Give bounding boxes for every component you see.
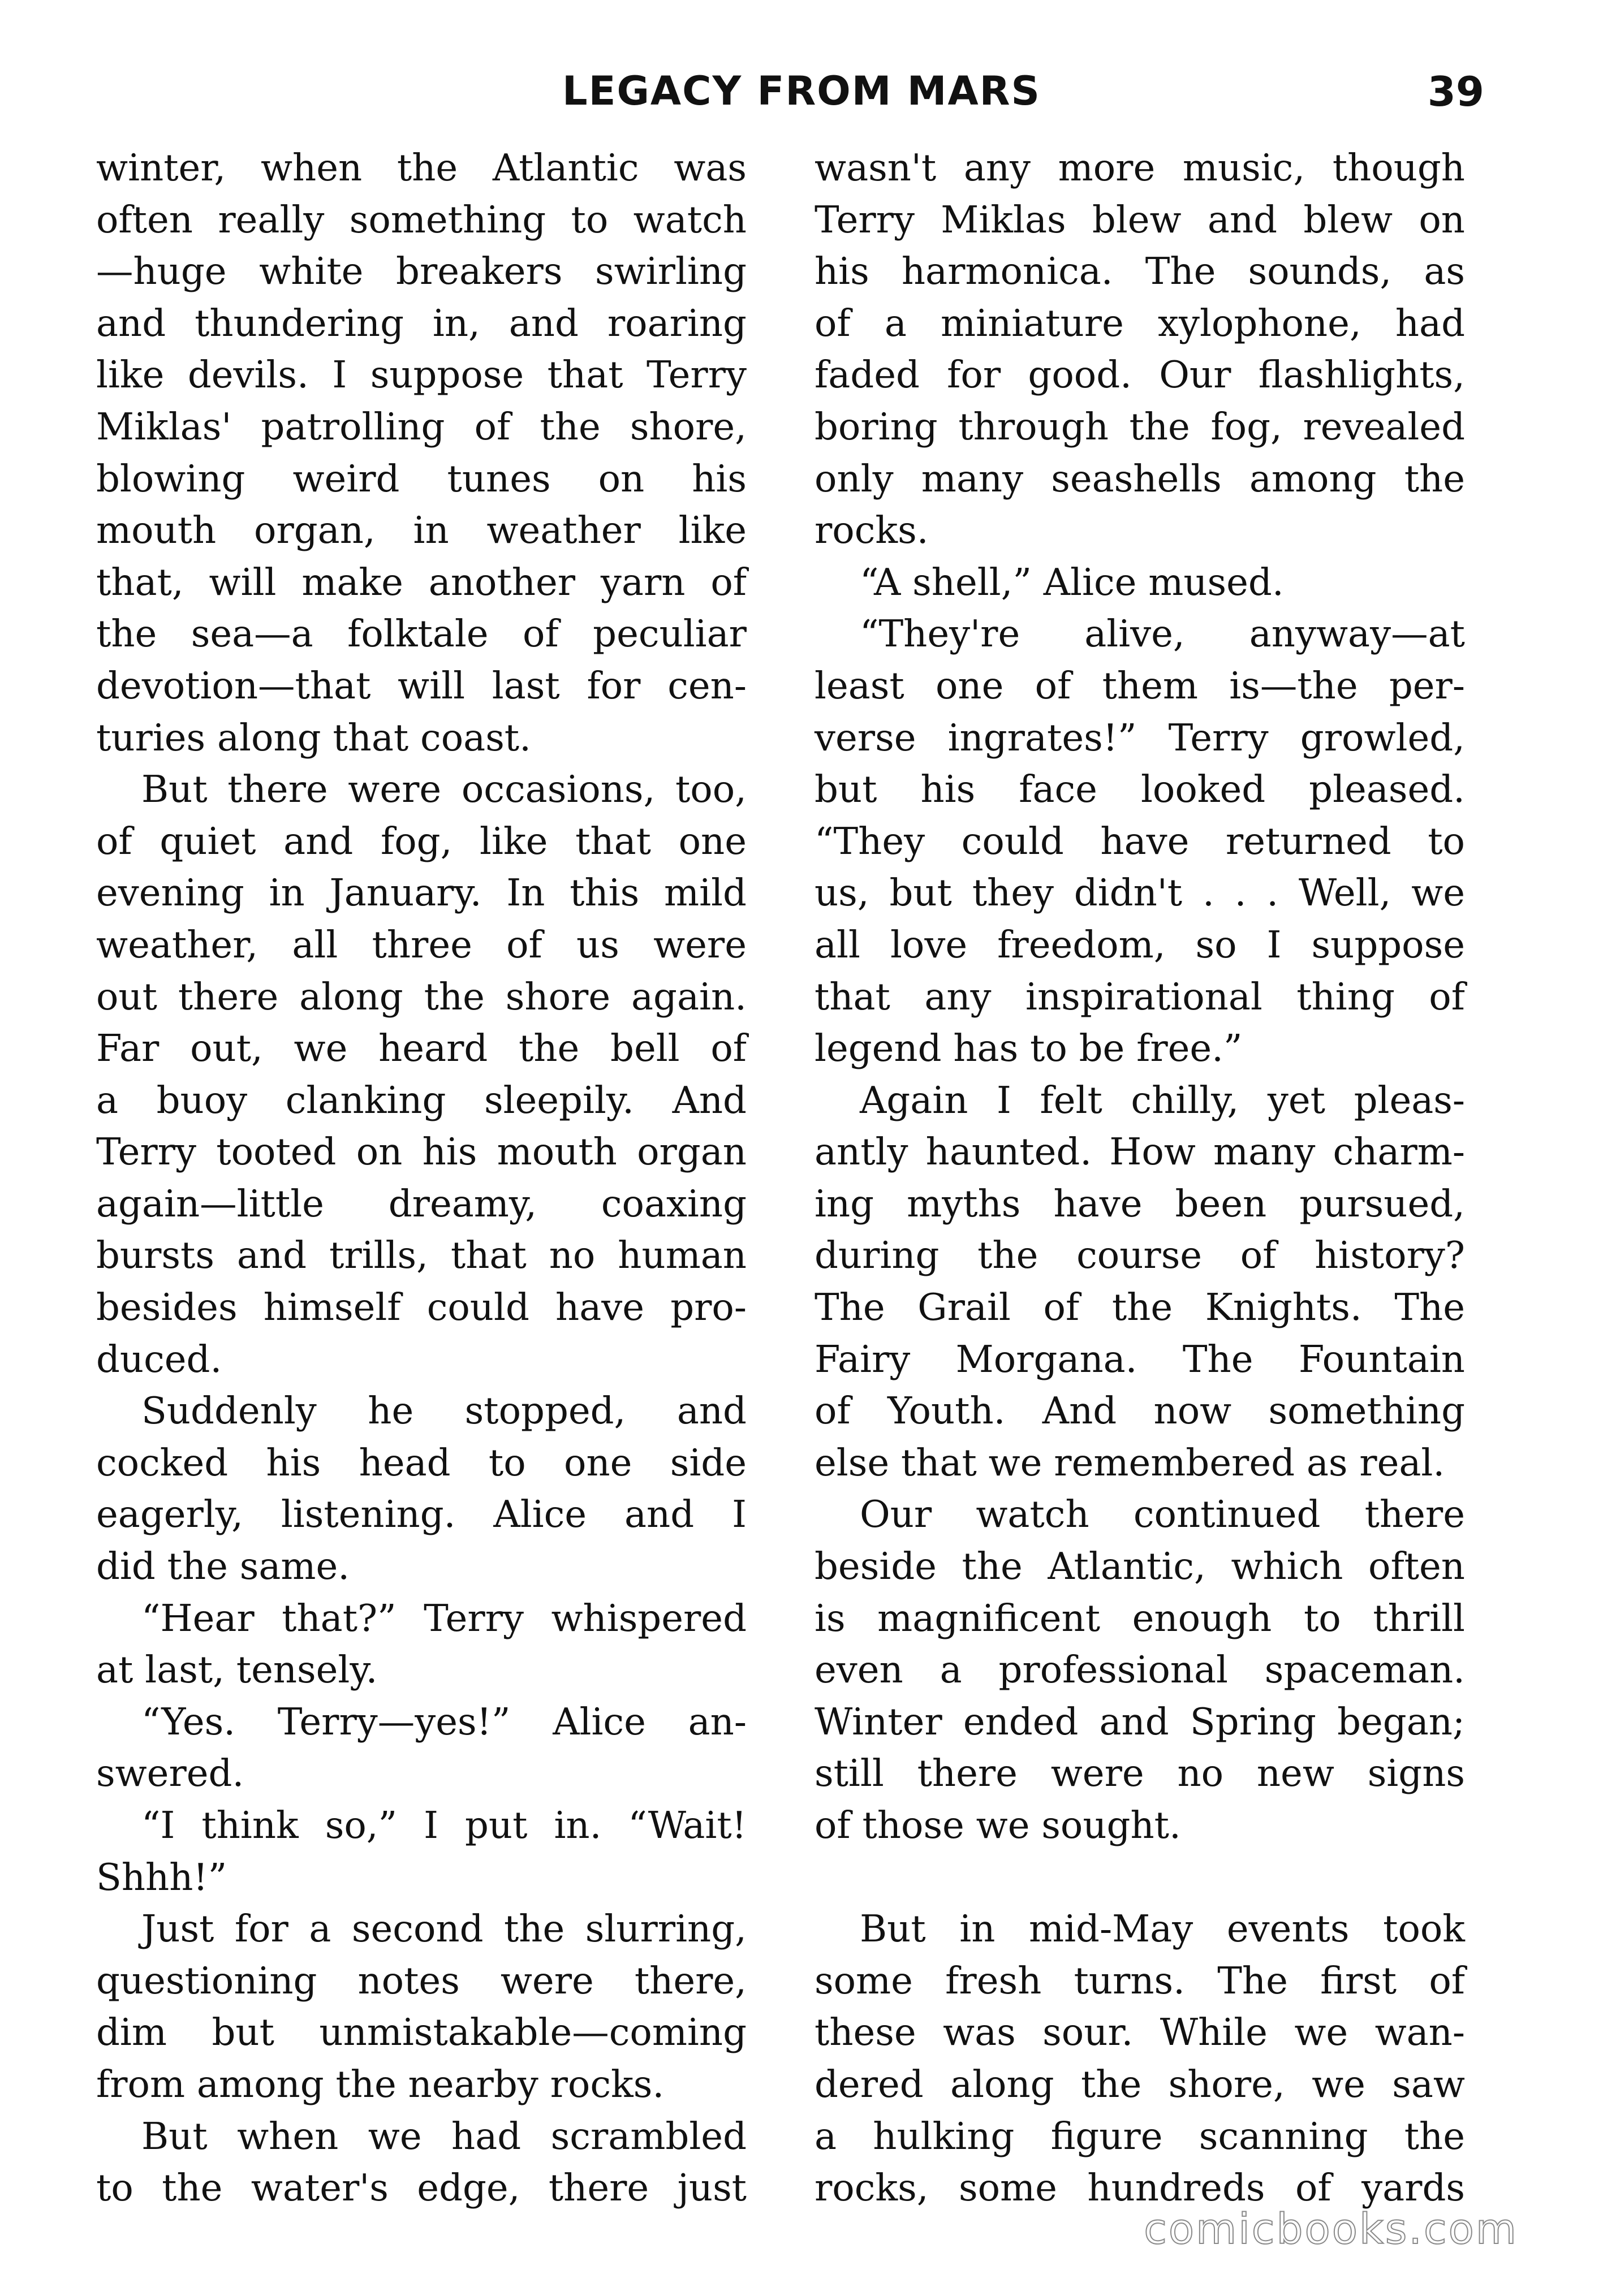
text-line: is magnificent enough to thrill — [815, 1596, 1465, 1640]
left-column — [96, 143, 747, 2215]
text-line: verse ingrates!” Terry growled, — [815, 716, 1465, 759]
paragraph — [96, 1386, 747, 1592]
text-line: still there were no new signs — [815, 1752, 1465, 1796]
paragraph — [96, 1593, 747, 1697]
text-line: from among the nearby rocks. — [96, 2062, 665, 2106]
text-line: of quiet and fog, like that one — [96, 819, 747, 863]
paragraph — [96, 143, 747, 764]
text-line: a hulking figure scanning the — [815, 2114, 1465, 2158]
text-line: legend has to be free.” — [815, 1027, 1243, 1071]
text-line: “Hear that?” Terry whispered — [141, 1596, 747, 1640]
paragraph — [815, 608, 1465, 1074]
text-line: But when we had scrambled — [141, 2114, 747, 2158]
text-line: rocks. — [815, 509, 929, 553]
text-line: Our watch continued there — [860, 1493, 1465, 1537]
text-line: all love freedom, so I suppose — [815, 923, 1465, 966]
text-line: —huge white breakers swirling — [96, 250, 747, 294]
text-line: else that we remembered as real. — [815, 1441, 1445, 1484]
section-break — [815, 1852, 1465, 1904]
text-line: wasn't any more music, though — [815, 146, 1465, 189]
text-line: blowing weird tunes on his — [96, 457, 747, 500]
text-line: mouth organ, in weather like — [96, 509, 747, 553]
text-line: Suddenly he stopped, and — [141, 1389, 747, 1433]
running-title: LEGACY FROM MARS — [562, 68, 1041, 114]
text-line: rocks, some hundreds of yards — [815, 2166, 1465, 2210]
paragraph — [815, 1075, 1465, 1490]
text-line: these was sour. While we wan- — [815, 2011, 1465, 2055]
text-line: Just for a second the slurring, — [141, 1907, 747, 1951]
text-line: But there were occasions, too, — [141, 768, 747, 812]
text-line: during the course of history? — [815, 1234, 1465, 1278]
text-line: dered along the shore, we saw — [815, 2062, 1465, 2106]
text-line: The Grail of the Knights. The — [815, 1286, 1465, 1330]
paragraph — [815, 1904, 1465, 2215]
text-line: evening in January. In this mild — [96, 871, 747, 915]
text-line: us, but they didn't . . . Well, we — [815, 871, 1465, 915]
text-line: “Yes. Terry—yes!” Alice an- — [141, 1700, 747, 1743]
text-line: Winter ended and Spring began; — [815, 1700, 1465, 1743]
paragraph — [815, 557, 1465, 609]
text-line: that any inspirational thing of — [815, 975, 1465, 1018]
text-line: weather, all three of us were — [96, 923, 747, 966]
text-line: “I think so,” I put in. “Wait! — [141, 1804, 747, 1847]
text-line: Fairy Morgana. The Fountain — [815, 1337, 1465, 1381]
text-line: his harmonica. The sounds, as — [815, 250, 1465, 294]
text-line: even a professional spaceman. — [815, 1648, 1465, 1692]
text-line: But in mid-May events took — [860, 1907, 1465, 1951]
text-line: Miklas' patrolling of the shore, — [96, 405, 747, 448]
text-line: of a miniature xylophone, had — [815, 301, 1465, 345]
text-line: duced. — [96, 1337, 222, 1381]
text-line: dim but unmistakable—coming — [96, 2011, 747, 2055]
text-line: cocked his head to one side — [96, 1441, 747, 1484]
paragraph — [96, 1800, 747, 1904]
paragraph — [815, 1489, 1465, 1852]
text-line: of Youth. And now something — [815, 1389, 1465, 1433]
text-line: a buoy clanking sleepily. And — [96, 1078, 747, 1122]
text-line: the sea—a folktale of peculiar — [96, 612, 747, 656]
text-line: of those we sought. — [815, 1804, 1181, 1847]
right-column — [815, 143, 1465, 2215]
text-line: “They're alive, anyway—at — [860, 612, 1465, 656]
text-line: beside the Atlantic, which often — [815, 1545, 1465, 1589]
text-line: faded for good. Our flashlights, — [815, 353, 1465, 397]
text-line: boring through the fog, revealed — [815, 405, 1465, 448]
text-line: often really something to watch — [96, 198, 747, 241]
text-line: some fresh turns. The first of — [815, 1959, 1465, 2002]
paragraph — [96, 1697, 747, 1800]
text-line: did the same. — [96, 1545, 350, 1589]
paragraph — [96, 1904, 747, 2111]
text-line: Terry Miklas blew and blew on — [815, 198, 1465, 241]
paragraph — [96, 2111, 747, 2215]
text-line: “They could have returned to — [815, 819, 1465, 863]
text-line: least one of them is—the per- — [815, 664, 1465, 707]
page-header — [0, 68, 1603, 130]
text-line: again—little dreamy, coaxing — [96, 1182, 747, 1225]
paragraph — [96, 764, 747, 1386]
text-line: turies along that coast. — [96, 716, 531, 759]
text-line: Terry tooted on his mouth organ — [96, 1130, 747, 1174]
text-line: “A shell,” Alice mused. — [860, 560, 1284, 604]
paragraph — [815, 143, 1465, 557]
text-line: that, will make another yarn of — [96, 560, 747, 604]
page-number: 39 — [1427, 68, 1484, 115]
text-line: and thundering in, and roaring — [96, 301, 747, 345]
text-line: to the water's edge, there just — [96, 2166, 747, 2210]
text-line: besides himself could have pro- — [96, 1286, 747, 1330]
text-line: bursts and trills, that no human — [96, 1234, 747, 1278]
text-line: winter, when the Atlantic was — [96, 146, 747, 189]
text-line: Again I felt chilly, yet pleas- — [860, 1078, 1465, 1122]
text-line: Shhh!” — [96, 1855, 227, 1899]
text-line: eagerly, listening. Alice and I — [96, 1493, 747, 1537]
text-line: questioning notes were there, — [96, 1959, 747, 2002]
text-line: but his face looked pleased. — [815, 768, 1465, 812]
text-line: devotion—that will last for cen- — [96, 664, 747, 707]
text-line: Far out, we heard the bell of — [96, 1027, 747, 1071]
text-line: only many seashells among the — [815, 457, 1465, 500]
text-line: at last, tensely. — [96, 1648, 378, 1692]
text-line: like devils. I suppose that Terry — [96, 353, 747, 397]
text-line: swered. — [96, 1752, 244, 1796]
watermark: comicbooks.com — [1144, 2205, 1518, 2254]
text-line: antly haunted. How many charm- — [815, 1130, 1465, 1174]
text-line: ing myths have been pursued, — [815, 1182, 1465, 1225]
text-line: out there along the shore again. — [96, 975, 747, 1018]
